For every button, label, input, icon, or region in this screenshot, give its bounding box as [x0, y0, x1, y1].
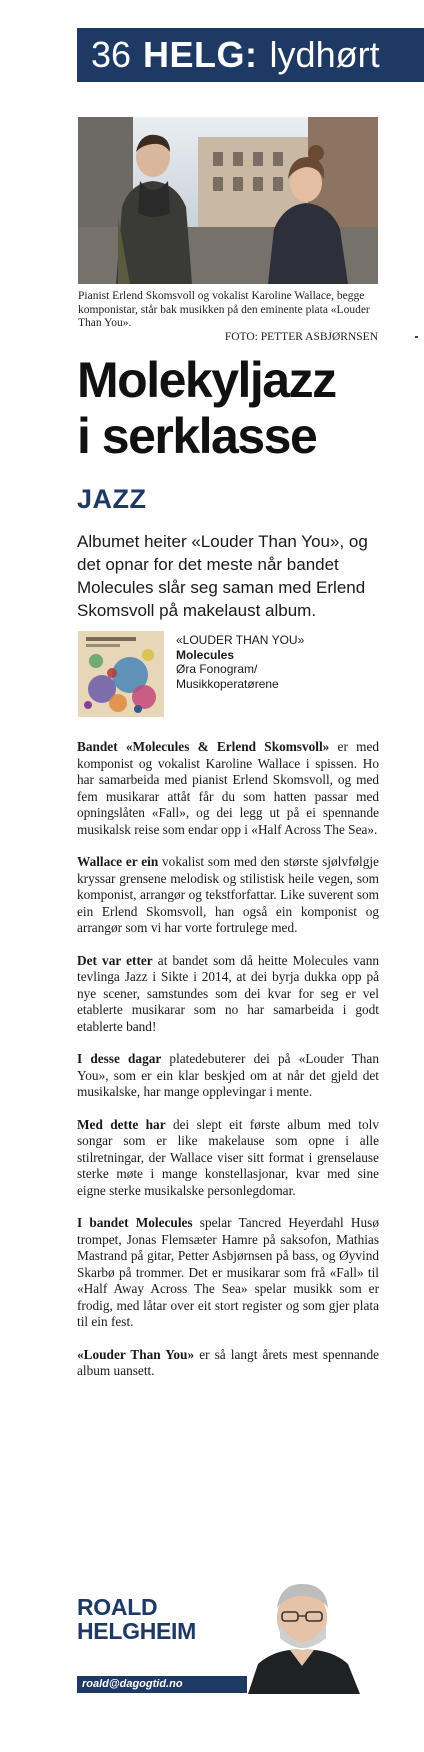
- lede-paragraph: Albumet heiter «Louder Than You», og det opnar for det meste når bandet Molecules slår seg saman med Erlend Skomsvoll på makelaust album.: [77, 532, 368, 620]
- body-paragraph: [77, 1215, 379, 1331]
- author-first-name: ROALD: [77, 1594, 158, 1620]
- album-artist: Molecules: [176, 647, 235, 662]
- paragraph-text: at bandet som då heitte Molecules vann tevlinga Jazz i Sikte i 2014, at dei byrja dukka opp på nye scener, samstundes som dei kvar for seg er vel etablerte musikarar som no har samarbeida i godt etablerte band!: [77, 952, 380, 1034]
- gutter-mark: [415, 336, 418, 338]
- paragraph-lead: I desse dagar: [77, 1051, 162, 1066]
- headline-line-2: i serklasse: [77, 408, 317, 464]
- section-title: HELG:: [143, 34, 258, 75]
- body-paragraph: [77, 953, 379, 1036]
- caption-text: Pianist Erlend Skomsvoll og vokalist Karoline Wallace, begge komponistar, står bak musikken på den eminente plata «Louder Than You».: [78, 290, 370, 329]
- photo-credit: FOTO: PETTER ASBJØRNSEN: [224, 330, 378, 343]
- body-paragraph: [77, 854, 379, 937]
- body-paragraph: [77, 739, 379, 838]
- paragraph-text: er så langt årets mest spennande album uansett.: [77, 1346, 380, 1378]
- paragraph-text: dei slept eit første album med tolv songar som er like makelause som opne i alle stilretningar, der Wallace viser sitt format i grenselause sterke møte i mange konstellasjonar, kvar med sine eigne sterke musikalske personlegdomar.: [77, 1116, 379, 1198]
- category-label: JAZZ: [77, 484, 147, 514]
- album-label-line-1: Øra Fonogram/: [176, 662, 258, 676]
- photo-caption: [78, 290, 378, 344]
- body-paragraph: [77, 1117, 379, 1200]
- album-title: «LOUDER THAN YOU»: [176, 633, 305, 647]
- album-info: [176, 633, 376, 691]
- page-number: 36: [91, 34, 132, 75]
- author-byline: [77, 1595, 196, 1643]
- section-subtitle: lydhørt: [269, 34, 380, 75]
- paragraph-lead: «Louder Than You»: [77, 1346, 195, 1362]
- author-last-name: HELGHEIM: [77, 1618, 196, 1644]
- page-header: [77, 28, 424, 82]
- paragraph-lead: Wallace er ein: [77, 854, 159, 869]
- paragraph-lead: Med dette har: [77, 1116, 166, 1132]
- paragraph-text: er med komponist og vokalist Karoline Wallace i spissen. Ho har samarbeida med pianist Erlend Skomsvoll, og med fem musikarar attåt får du som hatten passar med opningslåten «Fall», og dei legg ut på ei spennande musikalsk reise som endar opp i «Half Across The Sea».: [77, 739, 380, 837]
- author-portrait: [242, 1560, 374, 1694]
- body-paragraph: [77, 1051, 379, 1101]
- paragraph-lead: Bandet «Molecules & Erlend Skomsvoll»: [77, 739, 330, 754]
- paragraph-lead: Det var etter: [77, 952, 153, 968]
- headline: [77, 352, 397, 464]
- album-label-line-2: Musikkoperatørene: [176, 676, 279, 691]
- paragraph-text: platedebuterer dei på «Louder Than You», som er ein klar beskjed om at når det gjeld det musikalske, har mange opplevingar i mente.: [77, 1051, 379, 1099]
- paragraph-lead: I bandet Molecules: [77, 1215, 193, 1230]
- paragraph-text: spelar Tancred Heyerdahl Husø trompet, Jonas Flemsæter Hamre på saksofon, Mathias Mastrand på gitar, Petter Asbjørnsen på bass, og Øyvind Skarbø på trommer. Det er musikarar som frå «Fall» til «Half Away Across The Sea» spelar musikk som er frodig, med låtar over eit stort register og som gjer plata til ein fest.: [77, 1215, 379, 1329]
- article-photo: [78, 117, 378, 284]
- article-body: [77, 739, 379, 1396]
- headline-line-1: Molekyljazz: [77, 352, 336, 408]
- album-cover-image: [78, 631, 164, 717]
- author-email[interactable]: roald@dagogtid.no: [77, 1676, 247, 1693]
- body-paragraph: [77, 1347, 379, 1380]
- paragraph-text: vokalist som med den største sjølvfølgje kryssar grensene melodisk og stilistisk heile vegen, som komponist, arrangør og tekstforfattar. Like suverent som ein Erlend Skomsvoll, han også ein komponist og arrangør som vi har vorte fortrulege med.: [77, 854, 379, 935]
